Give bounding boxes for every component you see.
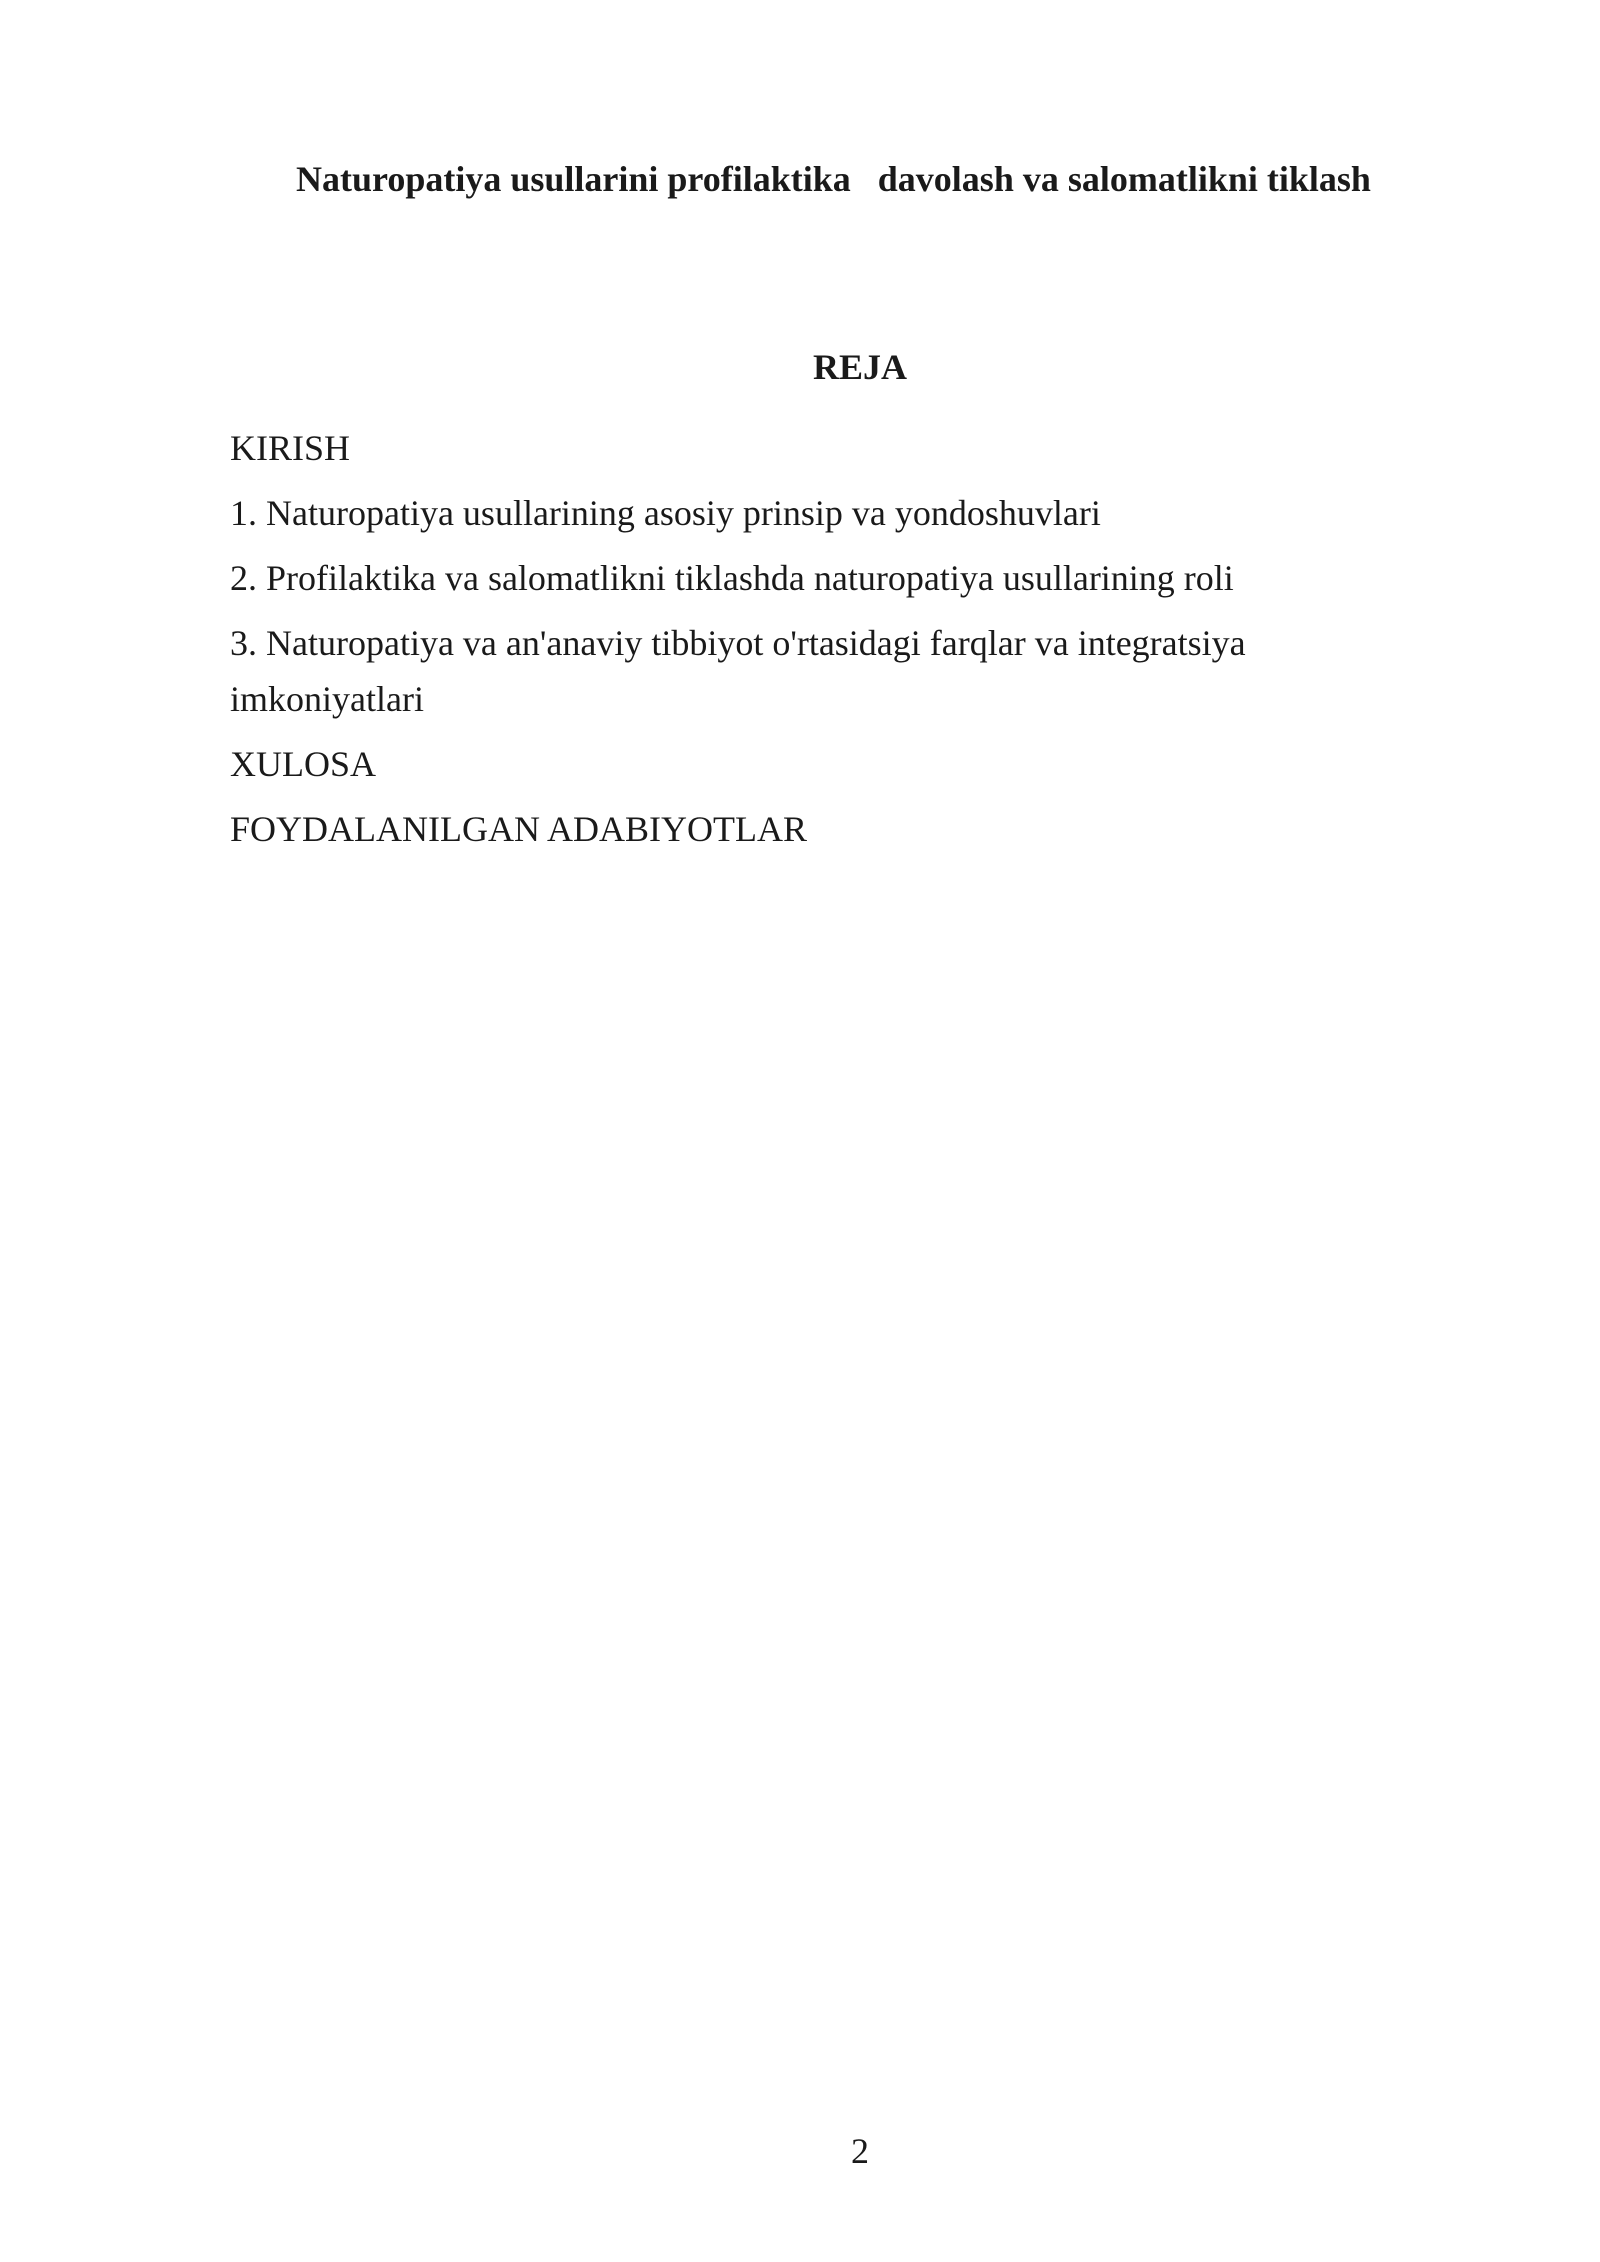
toc-item-conclusion: XULOSA xyxy=(230,744,377,784)
toc-item-references: FOYDALANILGAN ADABIYOTLAR xyxy=(230,809,807,849)
toc-item-1: 1. Naturopatiya usullarining asosiy prinsip va yondoshuvlari xyxy=(230,493,1101,533)
toc-item-2: 2. Profilaktika va salomatlikni tiklashda naturopatiya usullarining roli xyxy=(230,558,1234,598)
toc-item-3: 3. Naturopatiya va an'anaviy tibbiyot o'rtasidagi farqlar va integratsiya imkoniyatlari xyxy=(230,623,1246,719)
plan-heading: REJA xyxy=(812,347,907,387)
document-title: Naturopatiya usullarini profilaktika davolash va salomatlikni tiklash xyxy=(296,159,1371,199)
page-number: 2 xyxy=(851,2131,869,2171)
table-of-contents xyxy=(230,420,1360,866)
toc-item-introduction: KIRISH xyxy=(230,428,351,468)
